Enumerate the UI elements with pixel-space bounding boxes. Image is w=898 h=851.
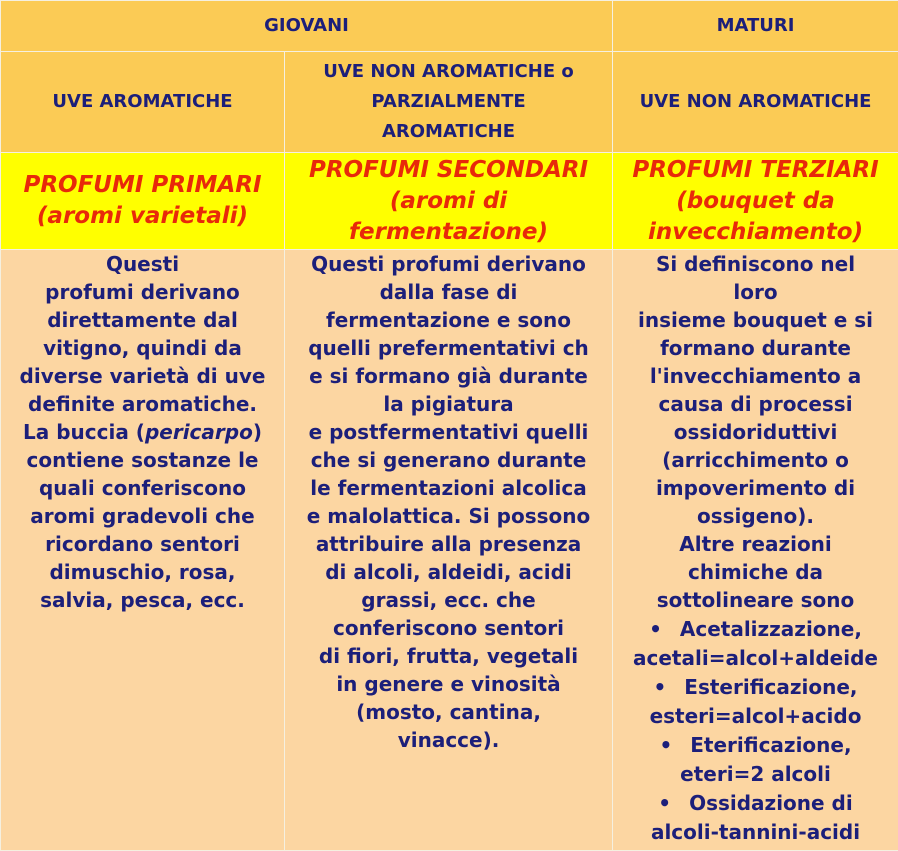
bullet-name: Acetalizzazione,	[680, 617, 862, 641]
text-line: aromi gradevoli che	[1, 502, 284, 530]
text-line: vinacce).	[285, 726, 612, 754]
description-row	[1, 250, 898, 851]
text-line-buccia	[1, 418, 284, 446]
bullet-name: Eterificazione,	[690, 733, 851, 757]
secondari-description	[285, 250, 613, 851]
text-line: conferiscono sentori	[285, 614, 612, 642]
bullet-item-acetalizzazione	[613, 614, 898, 644]
text-line: formano durante	[613, 334, 898, 362]
profumi-primari-cell	[1, 153, 285, 250]
subheader-uve-non-aromatiche: UVE NON AROMATICHE	[613, 52, 898, 153]
bullet-formula: eteri=2 alcoli	[613, 760, 898, 788]
bullet-item-esterificazione	[613, 672, 898, 702]
text-line: diverse varietà di uve	[1, 362, 284, 390]
text-line: quali conferiscono	[1, 474, 284, 502]
text-line: definite aromatiche.	[1, 390, 284, 418]
subheader-line: UVE NON AROMATICHE o	[285, 57, 612, 87]
text-line: Altre reazioni	[613, 530, 898, 558]
text-line: quelli prefermentativi ch	[285, 334, 612, 362]
subheader-row	[1, 52, 898, 153]
text-line: grassi, ecc. che	[285, 586, 612, 614]
text-line: ossigeno).	[613, 502, 898, 530]
text-line: sottolineare sono	[613, 586, 898, 614]
profumi-terziari-subtitle: (bouquet da	[613, 186, 898, 217]
profumi-secondari-cell	[285, 153, 613, 250]
text-line: l'invecchiamento a	[613, 362, 898, 390]
text-line: e postfermentativi quelli	[285, 418, 612, 446]
text-line: ossidoriduttivi	[613, 418, 898, 446]
text-line: fermentazione e sono	[285, 306, 612, 334]
bullet-item-eterificazione	[613, 730, 898, 760]
text-line: Questi profumi derivano	[285, 250, 612, 278]
text-line: salvia, pesca, ecc.	[1, 586, 284, 614]
bullet-icon: •	[658, 791, 671, 815]
pericarpo-term: pericarpo	[145, 420, 253, 444]
profumi-primari-subtitle: (aromi varietali)	[1, 201, 284, 232]
bullet-icon: •	[649, 617, 662, 641]
text-line: ricordano sentori	[1, 530, 284, 558]
primari-description	[1, 250, 285, 851]
bullet-name: Esterificazione,	[684, 675, 857, 699]
profumi-secondari-subtitle: (aromi di	[285, 186, 612, 217]
text-line: (arricchimento o	[613, 446, 898, 474]
bullet-item-ossidazione	[613, 788, 898, 818]
profumi-secondari-title: PROFUMI SECONDARI	[285, 155, 612, 186]
text-line: dimuschio, rosa,	[1, 558, 284, 586]
text-line: loro	[613, 278, 898, 306]
buccia-pre: La buccia (	[23, 420, 145, 444]
text-line: di alcoli, aldeidi, acidi	[285, 558, 612, 586]
text-line: e si formano già durante	[285, 362, 612, 390]
bullet-formula: esteri=alcol+acido	[613, 702, 898, 730]
text-line: impoverimento di	[613, 474, 898, 502]
text-line: insieme bouquet e si	[613, 306, 898, 334]
profumi-terziari-subtitle: invecchiamento)	[613, 217, 898, 248]
profumi-terziari-cell	[613, 153, 898, 250]
bullet-name: Ossidazione di	[689, 791, 853, 815]
text-line: Si definiscono nel	[613, 250, 898, 278]
profumi-secondari-subtitle: fermentazione)	[285, 217, 612, 248]
text-line: vitigno, quindi da	[1, 334, 284, 362]
subheader-uve-non-aromatiche-parzialmente	[285, 52, 613, 153]
text-line: causa di processi	[613, 390, 898, 418]
profumi-terziari-title: PROFUMI TERZIARI	[613, 155, 898, 186]
text-line: che si generano durante	[285, 446, 612, 474]
text-line: le fermentazioni alcolica	[285, 474, 612, 502]
text-line: (mosto, cantina,	[285, 698, 612, 726]
subheader-uve-aromatiche: UVE AROMATICHE	[1, 52, 285, 153]
bullet-formula: acetali=alcol+aldeide	[613, 644, 898, 672]
profumi-primari-title: PROFUMI PRIMARI	[1, 170, 284, 201]
terziari-description	[613, 250, 898, 851]
header-row	[1, 1, 898, 52]
bullet-icon: •	[654, 675, 667, 699]
header-giovani: GIOVANI	[1, 1, 613, 52]
subheader-line: PARZIALMENTE	[285, 87, 612, 117]
buccia-post: )	[253, 420, 262, 444]
text-line: chimiche da	[613, 558, 898, 586]
header-maturi: MATURI	[613, 1, 898, 52]
bullet-formula: alcoli-tannini-acidi	[613, 818, 898, 846]
text-line: in genere e vinosità	[285, 670, 612, 698]
text-line: e malolattica. Si possono	[285, 502, 612, 530]
bullet-icon: •	[659, 733, 672, 757]
text-line: dalla fase di	[285, 278, 612, 306]
text-line: direttamente dal	[1, 306, 284, 334]
text-line: Questi	[1, 250, 284, 278]
text-line: attribuire alla presenza	[285, 530, 612, 558]
profumi-row	[1, 153, 898, 250]
text-line: di fiori, frutta, vegetali	[285, 642, 612, 670]
text-line: profumi derivano	[1, 278, 284, 306]
text-line: contiene sostanze le	[1, 446, 284, 474]
text-line: la pigiatura	[285, 390, 612, 418]
subheader-line: AROMATICHE	[285, 117, 612, 147]
